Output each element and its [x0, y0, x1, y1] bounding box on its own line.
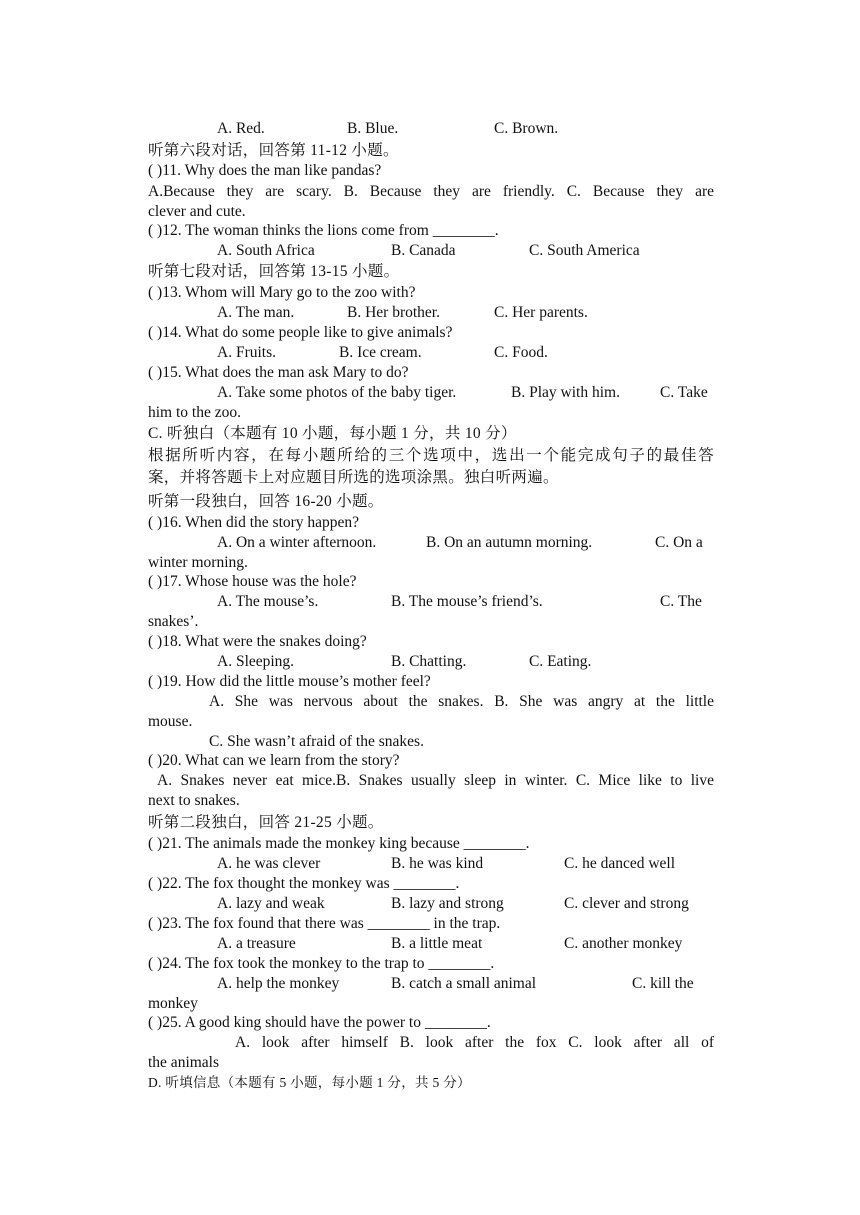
option-a: A. Sleeping.: [217, 653, 295, 670]
option-a: A. lazy and weak: [217, 895, 325, 912]
q22-options-line: [148, 894, 714, 914]
section-heading: 听第二段独白，回答 21-25 小题。: [148, 814, 384, 831]
option-b: B. The mouse’s friend’s.: [391, 593, 543, 610]
option-c: C. The: [660, 593, 702, 610]
option-a: A. The mouse’s.: [217, 593, 319, 610]
q21-options-line: [148, 854, 714, 874]
option-b: B. a little meat: [391, 935, 483, 952]
option-c: C. On a: [655, 534, 703, 551]
q15-options-line: [148, 383, 714, 403]
option-c: C. Brown.: [494, 120, 559, 137]
question-20: ( )20. What can we learn from the story?: [148, 752, 400, 769]
question-22: ( )22. The fox thought the monkey was ________.: [148, 875, 460, 892]
q11-options-line: A.Because they are scary. B. Because they are friendly. C. Because they are: [148, 183, 714, 200]
option-c: C. kill the: [632, 975, 694, 992]
section-heading: 听第七段对话，回答第 13-15 小题。: [148, 263, 400, 280]
q20-options-line: A. Snakes never eat mice.B. Snakes usually sleep in winter. C. Mice like to live: [157, 772, 714, 789]
option-c: C. clever and strong: [564, 895, 689, 912]
q25-options-line: A. look after himself B. look after the fox C. look after all of: [235, 1034, 714, 1051]
option-b: B. catch a small animal: [391, 975, 537, 992]
option-c: C. Food.: [494, 344, 548, 361]
option-a: A. South Africa: [217, 242, 315, 259]
q18-options-line: [148, 652, 714, 672]
q23-options-line: [148, 934, 714, 954]
question-19: ( )19. How did the little mouse’s mother feel?: [148, 673, 431, 690]
option-b: B. Ice cream.: [339, 344, 422, 361]
question-14: ( )14. What do some people like to give animals?: [148, 324, 453, 341]
part-c-heading: C. 听独白（本题有 10 小题，每小题 1 分，共 10 分）: [148, 425, 517, 442]
question-16: ( )16. When did the story happen?: [148, 514, 360, 531]
option-b: B. Canada: [391, 242, 456, 259]
section-heading: 听第六段对话，回答第 11-12 小题。: [148, 142, 399, 159]
q16-options-line: [148, 533, 714, 553]
option-c: C. he danced well: [564, 855, 676, 872]
question-17: ( )17. Whose house was the hole?: [148, 573, 357, 590]
q11-options-cont: clever and cute.: [148, 203, 246, 220]
option-c: C. Eating.: [529, 653, 592, 670]
q24-options-line: [148, 974, 714, 994]
question-18: ( )18. What were the snakes doing?: [148, 633, 367, 650]
q15-options-cont: him to the zoo.: [148, 404, 241, 421]
instructions-line-2: 案，并将答题卡上对应题目所选的选项涂黑。独白听两遍。: [148, 469, 559, 486]
q19-options-cont: mouse.: [148, 713, 193, 730]
option-c: C. Take: [660, 384, 708, 401]
q25-options-cont: the animals: [148, 1054, 220, 1071]
q16-options-cont: winter morning.: [148, 554, 248, 571]
option-c: C. another monkey: [564, 935, 683, 952]
option-c: C. South America: [529, 242, 640, 259]
section-heading: 听第一段独白，回答 16-20 小题。: [148, 493, 384, 510]
q24-options-cont: monkey: [148, 995, 198, 1012]
option-c: C. Her parents.: [494, 304, 588, 321]
option-b: B. he was kind: [391, 855, 484, 872]
option-b: B. Play with him.: [511, 384, 620, 401]
q20-options-cont: next to snakes.: [148, 792, 240, 809]
question-23: ( )23. The fox found that there was ________ in the trap.: [148, 915, 501, 932]
question-24: ( )24. The fox took the monkey to the trap to ________.: [148, 955, 495, 972]
option-b: B. Chatting.: [391, 653, 467, 670]
option-a: A. help the monkey: [217, 975, 340, 992]
option-a: A. he was clever: [217, 855, 321, 872]
option-b: B. On an autumn morning.: [426, 534, 593, 551]
instructions-line-1: 根据所听内容，在每小题所给的三个选项中，选出一个能完成句子的最佳答: [148, 447, 714, 464]
q19-option-c: C. She wasn’t afraid of the snakes.: [209, 733, 424, 750]
q14-options-line: [148, 343, 714, 363]
question-25: ( )25. A good king should have the power to ________.: [148, 1014, 491, 1031]
option-b: B. Her brother.: [347, 304, 440, 321]
option-a: A. On a winter afternoon.: [217, 534, 377, 551]
question-12: ( )12. The woman thinks the lions come from ________.: [148, 222, 499, 239]
question-21: ( )21. The animals made the monkey king because ________.: [148, 835, 530, 852]
q17-options-line: [148, 592, 714, 612]
q19-options-line: A. She was nervous about the snakes. B. She was angry at the little: [209, 693, 714, 710]
question-15: ( )15. What does the man ask Mary to do?: [148, 364, 409, 381]
option-b: B. lazy and strong: [391, 895, 504, 912]
option-b: B. Blue.: [347, 120, 399, 137]
q13-options-line: [148, 303, 714, 323]
q17-options-cont: snakes’.: [148, 613, 199, 630]
option-a: A. The man.: [217, 304, 295, 321]
option-a: A. Red.: [217, 120, 265, 137]
option-a: A. a treasure: [217, 935, 296, 952]
q10-options-line: [148, 119, 714, 139]
option-a: A. Take some photos of the baby tiger.: [217, 384, 457, 401]
option-a: A. Fruits.: [217, 344, 276, 361]
q12-options-line: [148, 241, 714, 261]
question-13: ( )13. Whom will Mary go to the zoo with?: [148, 284, 416, 301]
question-11: ( )11. Why does the man like pandas?: [148, 162, 382, 179]
part-d-heading: D. 听填信息（本题有 5 小题，每小题 1 分，共 5 分）: [148, 1075, 471, 1090]
